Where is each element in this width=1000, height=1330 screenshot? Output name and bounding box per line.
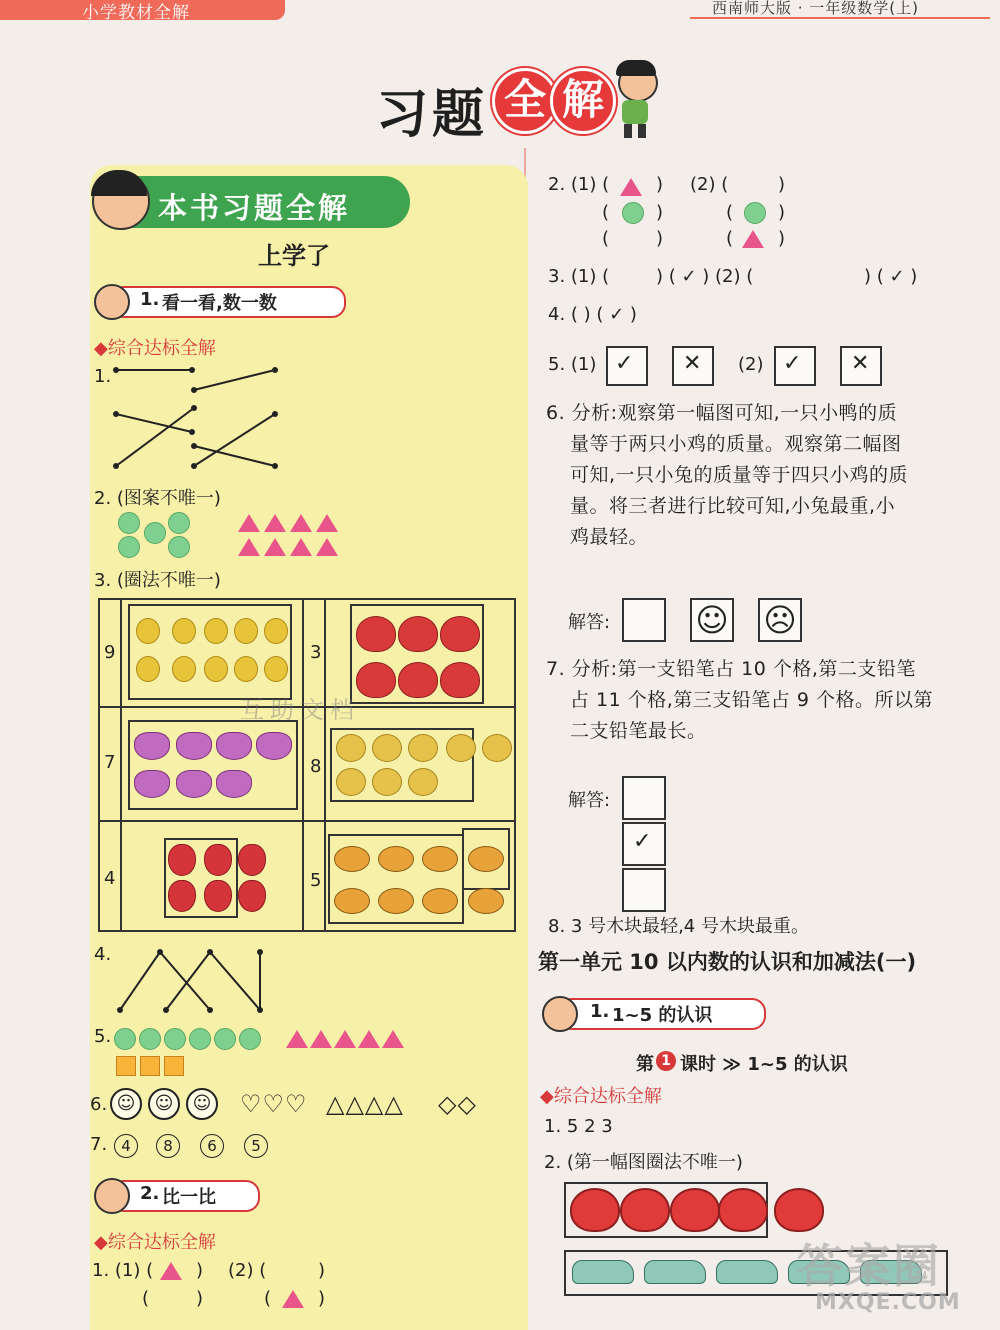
pink-triangle [382,1030,404,1048]
r-paren: ) [656,228,664,249]
cross-mark: ✕ [851,351,870,376]
bee-icon [378,888,414,914]
strawberry-icon [204,880,232,912]
answer-box [622,822,666,866]
section-r-number: 1. [590,1001,610,1022]
r-paren: ) [656,202,664,223]
label-comprehensive-1: ◆综合达标全解 [94,338,216,359]
strawberry-icon [238,880,266,912]
bee-icon [422,846,458,872]
r-paren: ) [778,228,786,249]
page-title-bubble-1: 全 [492,68,558,134]
apple-icon [398,616,438,652]
pink-triangle [290,514,312,532]
circled-number: 6 [200,1134,224,1158]
green-circle [168,536,190,558]
apple-icon [440,662,480,698]
q1b-row2b-close: ) [318,1288,326,1309]
orange-square [116,1056,136,1076]
r-paren: ( [726,202,734,223]
top-bar [0,0,1000,23]
duck-icon [204,618,228,644]
page-title [370,60,670,145]
text-line: 7. 分析:第一支铅笔占 10 个格,第二支铅笔 [546,658,916,680]
apple-icon [718,1188,768,1232]
text-line: 量等于两只小鸡的质量。观察第二幅图 [570,433,902,455]
pink-triangle [282,1290,304,1308]
lesson-number-badge: 1 [656,1051,676,1071]
duck-icon [234,618,258,644]
watermark-corner [775,1220,995,1320]
q3-label: 3. (圈法不唯一) [94,570,221,591]
q1b-part1-close: ) [196,1260,204,1281]
answer-box-empty [622,868,666,912]
banner-title: 本书习题全解 [158,191,351,225]
chapter-title: 上学了 [258,242,330,270]
bee-icon [468,888,504,914]
pink-triangle [316,538,338,556]
green-circle [189,1028,211,1050]
pink-triangle [620,178,642,196]
text-line: 二支铅笔最长。 [570,720,707,742]
smiley-icon: ☺ [110,1088,142,1120]
bee-icon [334,888,370,914]
green-circle [118,512,140,534]
diamonds-outline: ◇◇ [438,1090,477,1118]
car-icon [572,1260,634,1284]
lesson-title: 课时 ≫ 1~5 的认识 [680,1054,848,1075]
green-circle [164,1028,186,1050]
circled-number: 4 [114,1134,138,1158]
mascot-icon [608,60,668,140]
text-line: 鸡最轻。 [570,526,649,548]
duck-icon [234,656,258,682]
r-q3-label: 3. (1) ( [548,266,610,287]
r-q2-close: ) [656,174,664,195]
green-circle [144,522,166,544]
butterfly-icon [216,732,252,760]
r-q5-label: 5. (1) [548,354,597,375]
butterfly-icon [176,732,212,760]
apple-icon [356,662,396,698]
header-right-title: 西南师大版 · 一年级数学(上) [712,0,920,17]
q7-label: 7. [90,1134,108,1155]
r-q3-end: ) ( ✓ ) [864,266,918,287]
r-q4: 4. ( ) ( ✓ ) [548,304,637,325]
green-circle [139,1028,161,1050]
r-q3-mid: ) ( ✓ ) (2) ( [656,266,754,287]
r-paren: ( [602,228,610,249]
apple-icon [570,1188,620,1232]
text-line: 量。将三者进行比较可知,小兔最重,小 [570,495,896,517]
pink-triangle [316,514,338,532]
r-q6-analysis [546,398,908,553]
checkmark: ✓ [615,351,634,376]
q2-label: 2. (图案不唯一) [94,488,221,509]
bird-icon [372,768,402,796]
duck-icon [172,656,196,682]
butterfly-icon [176,770,212,798]
green-circle [118,536,140,558]
pink-triangle [264,514,286,532]
text-line: 占 11 个格,第三支铅笔占 9 个格。所以第 [570,689,933,711]
green-circle [239,1028,261,1050]
sad-face-icon: ☹ [758,598,802,642]
bee-icon [468,846,504,872]
butterfly-icon [216,770,252,798]
q1b-row2-open: ( [142,1288,150,1309]
duck-icon [172,618,196,644]
grid-line [302,598,304,930]
grid-line [324,598,326,930]
circled-number: 5 [244,1134,268,1158]
strawberry-icon [168,844,196,876]
label-comprehensive-2: ◆综合达标全解 [94,1232,216,1253]
pink-triangle [160,1262,182,1280]
pink-triangle [264,538,286,556]
page-title-bubble-2: 解 [550,68,616,134]
label-comprehensive-1-text: 综合达标全解 [107,338,216,359]
lesson-pre: 第 [636,1054,654,1075]
bird-icon [482,734,512,762]
q5-label: 5. [94,1026,112,1047]
green-circle [622,202,644,224]
grid-count: 3 [310,642,322,663]
bee-icon [422,888,458,914]
q1b-part1: 1. (1) ( [92,1260,154,1281]
q1-label: 1. [94,366,112,387]
r-q2-2-label: (2) ( [690,174,729,195]
green-circle [744,202,766,224]
r-lesson-q2: 2. (第一幅图圈法不唯一) [544,1152,743,1173]
q1b-row2b-open: ( [264,1288,272,1309]
green-circle [114,1028,136,1050]
bird-icon [408,768,438,796]
watermark-center: 互助文档 [240,696,360,724]
answer-box-empty [622,598,666,642]
r-q2-2-close: ) [778,174,786,195]
section-2-title: 比一比 [162,1187,216,1208]
bird-icon [336,768,366,796]
label-comprehensive-3: ◆综合达标全解 [540,1086,662,1107]
label-comprehensive-2-text: 综合达标全解 [107,1232,216,1253]
checkmark: ✓ [633,829,652,854]
header-underline [690,17,990,19]
section-2-number: 2. [140,1183,160,1204]
hearts: ♡♡♡ [240,1090,308,1118]
duck-icon [136,618,160,644]
section-1-number: 1. [140,289,160,310]
bee-icon [334,846,370,872]
circled-number: 8 [156,1134,180,1158]
pink-triangle [358,1030,380,1048]
duck-icon [204,656,228,682]
answer-box [672,346,714,386]
pink-triangle [286,1030,308,1048]
small-boy-icon [542,996,578,1032]
apple-icon [440,616,480,652]
duck-icon [136,656,160,682]
small-boy-icon [94,284,130,320]
cross-mark: ✕ [683,351,702,376]
orange-square [140,1056,160,1076]
bird-icon [446,734,476,762]
watermark-corner-small: MXQE.COM [815,1290,961,1315]
unit-title: 第一单元 10 以内数的认识和加减法(一) [538,950,917,974]
text-line: 6. 分析:观察第一幅图可知,一只小鸭的质 [546,402,898,424]
q1-matching-lines [110,362,290,472]
q1b-part2: (2) ( [228,1260,267,1281]
grid-line [120,598,122,930]
pink-triangle [742,230,764,248]
grid-count: 4 [104,868,116,889]
pink-triangle [238,514,260,532]
r-q7-analysis [546,654,933,747]
section-1-title: 看一看,数一数 [162,293,277,314]
r-paren: ( [602,202,610,223]
page-title-part1: 习题 [376,85,489,145]
duck-icon [264,618,288,644]
duck-icon [264,656,288,682]
r-lesson-q1: 1. 5 2 3 [544,1116,613,1137]
strawberry-icon [204,844,232,876]
green-circle [168,512,190,534]
r-q8: 8. 3 号木块最轻,4 号木块最重。 [548,916,809,937]
answer-box-empty [622,776,666,820]
r-paren: ) [778,202,786,223]
q1b-part2-close: ) [318,1260,326,1281]
smiley-icon: ☺ [148,1088,180,1120]
small-boy-icon [94,1178,130,1214]
q6-label: 6. [90,1094,108,1115]
bird-icon [372,734,402,762]
r-q5-label2: (2) [738,354,764,375]
grid-count: 9 [104,642,116,663]
grid-count: 8 [310,756,322,777]
triangles-outline: △△△△ [326,1090,404,1118]
answer-box [774,346,816,386]
strawberry-icon [238,844,266,876]
strawberry-icon [168,880,196,912]
smiley-icon: ☺ [186,1088,218,1120]
q4-matching-lines [110,944,280,1016]
apple-icon [356,616,396,652]
grid-count: 5 [310,870,322,891]
r-q2-label: 2. (1) ( [548,174,610,195]
butterfly-icon [134,732,170,760]
answer-box [606,346,648,386]
smile-face-icon: ☺ [690,598,734,642]
label-comprehensive-3-text: 综合达标全解 [553,1086,662,1107]
bee-icon [378,846,414,872]
watermark-corner-big: 答案圈 [797,1239,941,1293]
header-left-title: 小学教材全解 [82,3,190,23]
grid-count: 7 [104,752,116,773]
pink-triangle [290,538,312,556]
q4-label: 4. [94,944,112,965]
car-icon [644,1260,706,1284]
q1b-row2-close: ) [196,1288,204,1309]
r-q7-answer-label: 解答: [568,790,611,811]
grid-line [98,820,514,822]
apple-icon [398,662,438,698]
green-circle [214,1028,236,1050]
butterfly-icon [134,770,170,798]
r-q6-answer-label: 解答: [568,612,611,633]
orange-square [164,1056,184,1076]
section-r-title: 1~5 的认识 [612,1005,713,1026]
checkmark: ✓ [783,351,802,376]
pink-triangle [238,538,260,556]
bird-icon [336,734,366,762]
pink-triangle [334,1030,356,1048]
apple-icon [620,1188,670,1232]
bird-icon [408,734,438,762]
butterfly-icon [256,732,292,760]
answer-box [840,346,882,386]
text-line: 可知,一只小兔的质量等于四只小鸡的质 [570,464,909,486]
r-paren: ( [726,228,734,249]
car-icon [716,1260,778,1284]
pink-triangle [310,1030,332,1048]
apple-icon [670,1188,720,1232]
